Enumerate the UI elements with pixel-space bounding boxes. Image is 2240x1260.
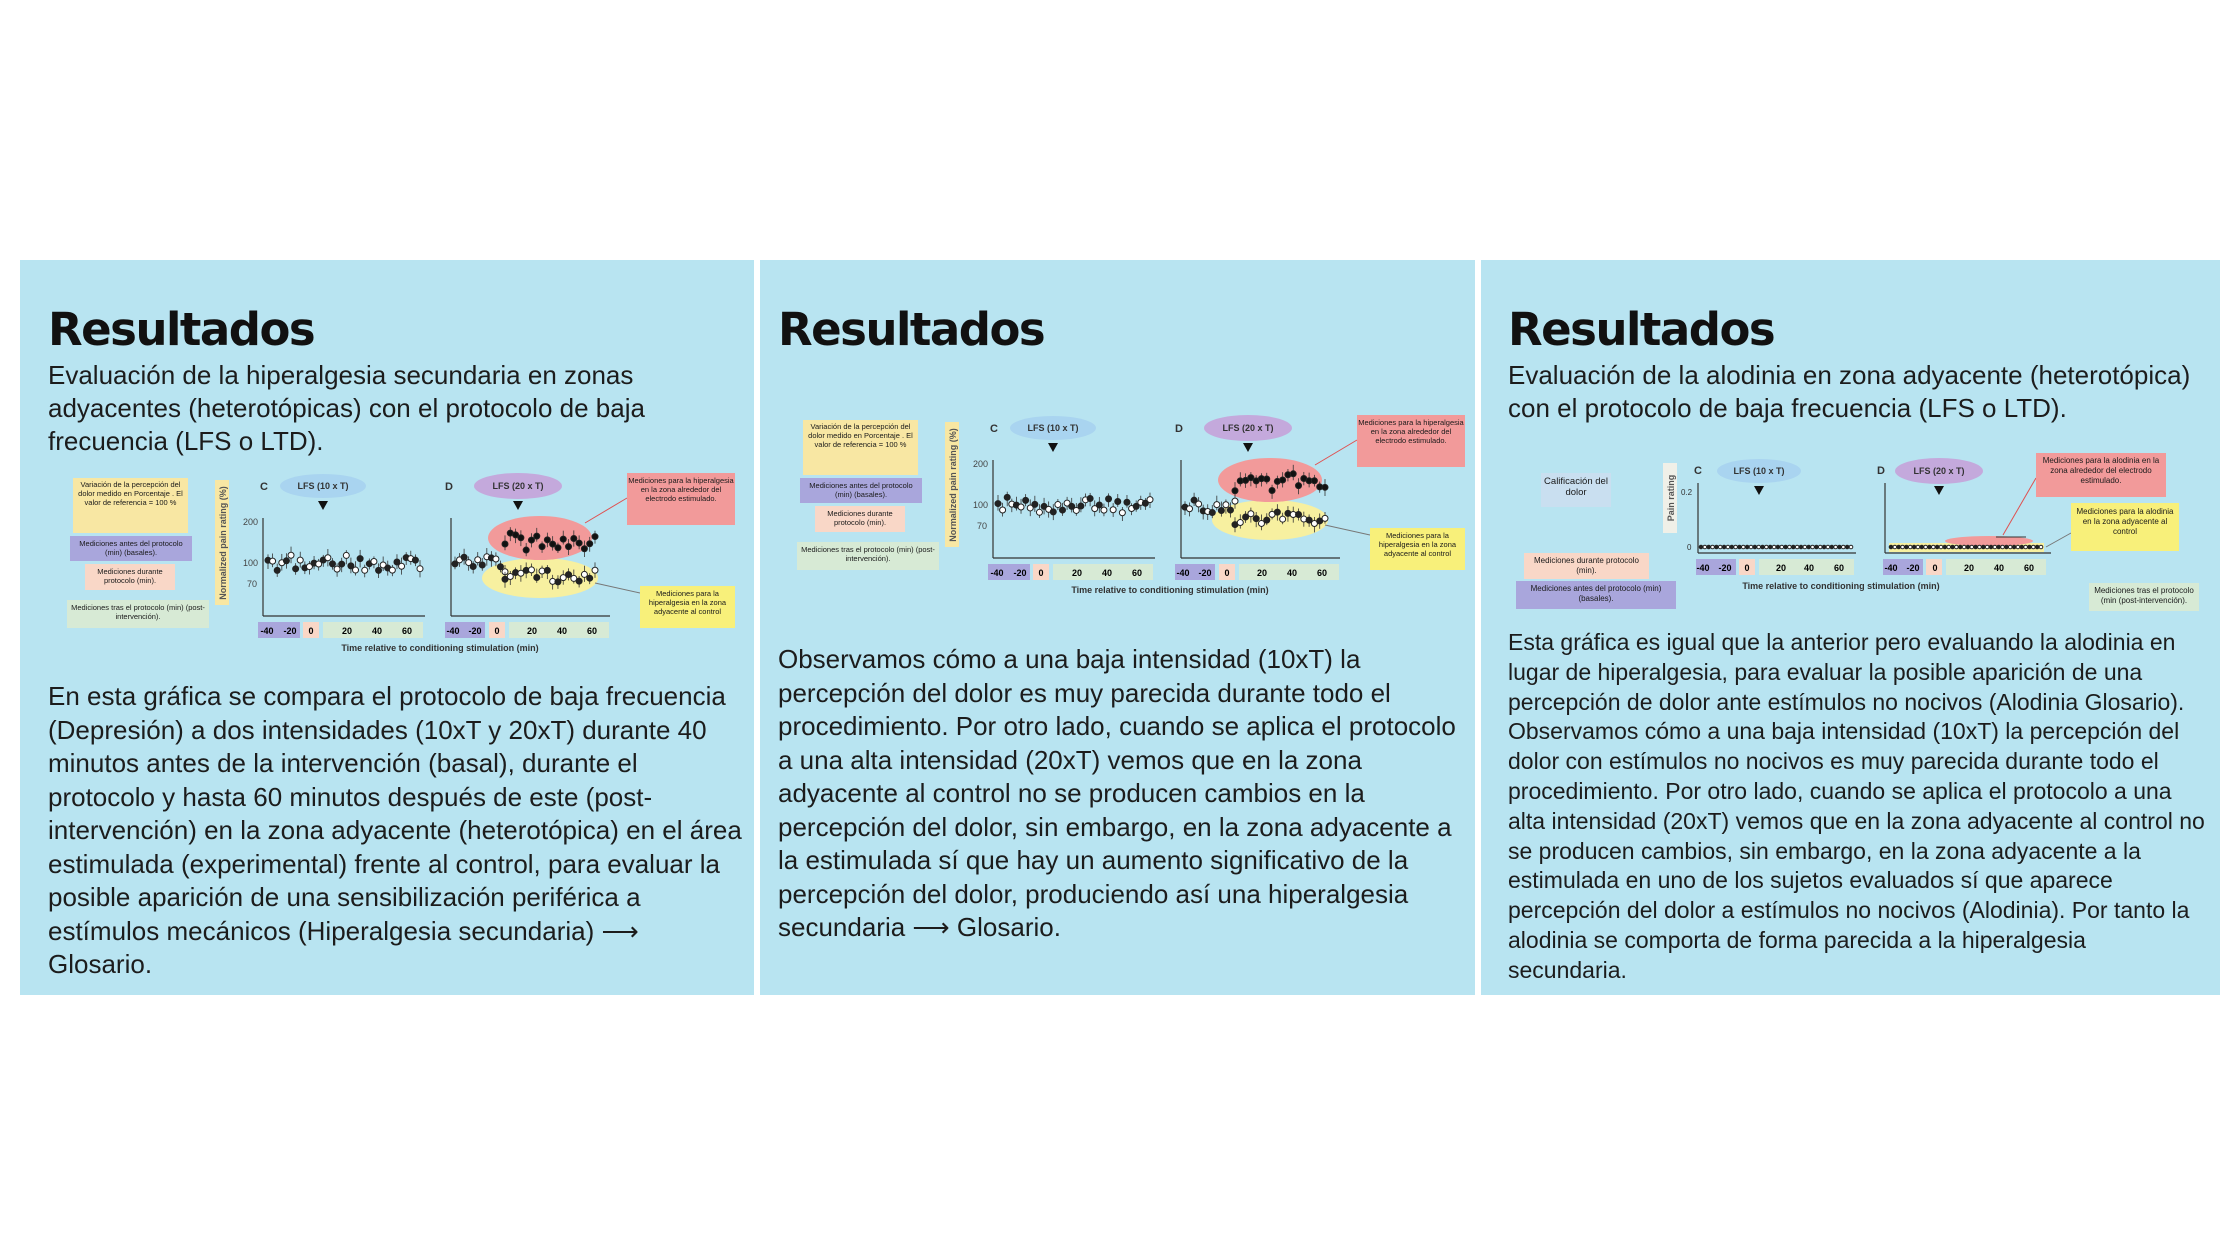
data-point: [2024, 545, 2028, 549]
data-point: [1905, 545, 1909, 549]
y-tick-label: 100: [973, 500, 989, 510]
stimulus-marker: [1048, 443, 1058, 452]
data-point: [1059, 507, 1065, 513]
data-point: [1227, 507, 1233, 513]
data-point: [1811, 545, 1815, 549]
data-point: [412, 557, 418, 563]
svg-text:-20: -20: [1198, 568, 1212, 578]
data-point: [1795, 545, 1799, 549]
data-point: [1707, 545, 1711, 549]
data-point: [1985, 545, 1989, 549]
data-point: [1939, 545, 1943, 549]
callout-control: Mediciones para la hiperalgesia en la zona adyacente al control: [648, 589, 727, 616]
data-point: [1958, 545, 1962, 549]
svg-text:-40: -40: [446, 626, 460, 636]
data-point: [1722, 545, 1726, 549]
data-point: [1749, 545, 1753, 549]
data-point: [502, 541, 508, 547]
panel-body-text: Esta gráfica es igual que la anterior pero evaluando la alodinia en lugar de hiperalgesia, para evaluar la posible aparición de una percepción de dolor ante estímulos no nocivos (Alodinia Glosario). Observamos cómo a una baja intensidad (10xT) la percepción del dolor con estímulos no nocivos es muy parecida durante todo el procedimiento. Por otro lado, cuando se aplica el protocolo a una alta intensidad (20xT) vemos que en la zona adyacente al control no se producen cambios, sin embargo, en la zona adyacente a la estimulada en uno de los sujetos evaluados sí que aparece percepción del dolor a estímulos no nocivos (Alodinia). Por tanto la alodinia se comporta de forma parecida a la hiperalgesia secundaria.: [1508, 629, 2205, 983]
legend-basal: Mediciones antes del protocolo (min) (basales).: [809, 481, 913, 499]
data-point: [2001, 545, 2005, 549]
data-point: [528, 567, 534, 573]
svg-text:40: 40: [1101, 568, 1113, 578]
svg-text:60: 60: [1316, 568, 1328, 578]
pain-rating-figure: [65, 468, 745, 653]
x-axis-label: Time relative to conditioning stimulation (min): [1071, 585, 1269, 595]
data-point: [1912, 545, 1916, 549]
legend-reference: Variación de la percepción del dolor medido en Porcentaje . El valor de referencia = 100 %: [808, 422, 913, 449]
data-point: [1757, 545, 1761, 549]
data-point: [470, 564, 476, 570]
y-tick-label: 200: [243, 517, 259, 527]
data-point: [1784, 545, 1788, 549]
data-point: [1711, 545, 1715, 549]
y-axis-label: Pain rating: [1666, 474, 1676, 522]
data-point: [334, 566, 340, 572]
data-point: [1264, 476, 1270, 482]
data-point: [544, 537, 550, 543]
data-point: [1115, 499, 1121, 505]
data-point: [1738, 545, 1742, 549]
data-point: [343, 552, 349, 558]
data-point: [581, 571, 587, 577]
data-point: [518, 535, 524, 541]
callout-stimulated: Mediciones para la hiperalgesia en la zona alrededor del electrodo estimulado.: [628, 476, 734, 503]
stimulus-marker: [1754, 486, 1764, 495]
panel-title: Resultados: [48, 303, 315, 356]
panel-c-label: C: [260, 481, 268, 493]
data-point: [1322, 515, 1328, 521]
lfs-c-label: LFS (10 x T): [297, 481, 349, 491]
panel-body-text: En esta gráfica se compara el protocolo de baja frecuencia (Depresión) a dos intensidades (10xT y 20xT) durante 40 minutos antes de la intervención (basal), durante el protocolo y hasta 60 minutos después de este (post-intervención) en la zona adyacente (heterotópica) en el área estimulada (experimental) frente al control, para evaluar la posible aparición de una sensibilización periférica a estímulos mecánicos (Hiperalgesia secundaria) ⟶ Glosario.: [48, 681, 742, 979]
data-point: [2020, 545, 2024, 549]
data-point: [1897, 545, 1901, 549]
svg-text:-40: -40: [1696, 563, 1710, 573]
legend-basal: Mediciones antes del protocolo (min) (basales).: [1530, 584, 1662, 603]
svg-text:0: 0: [1038, 568, 1044, 578]
data-point: [389, 567, 395, 573]
results-panel-hyperalgesia: [20, 260, 754, 995]
data-point: [581, 546, 587, 552]
data-point: [1822, 545, 1826, 549]
data-point: [566, 544, 572, 550]
data-point: [1232, 488, 1238, 494]
data-point: [550, 541, 556, 547]
data-point: [1703, 545, 1707, 549]
data-point: [1978, 545, 1982, 549]
data-point: [1908, 545, 1912, 549]
data-point: [1838, 545, 1842, 549]
data-point: [1311, 478, 1317, 484]
data-point: [1920, 545, 1924, 549]
data-point: [1826, 545, 1830, 549]
panel-subtitle: Evaluación de la alodinia en zona adyacente (heterotópica) con el protocolo de baja frecuencia (LFS o LTD).: [1508, 360, 2191, 423]
data-point: [2039, 545, 2043, 549]
data-point: [1296, 483, 1302, 489]
data-point: [1834, 545, 1838, 549]
data-point: [2008, 545, 2012, 549]
svg-text:40: 40: [371, 626, 383, 636]
data-point: [1776, 545, 1780, 549]
y-tick-label: 0: [1687, 543, 1692, 552]
series-c: [265, 547, 423, 578]
data-point: [555, 545, 561, 551]
y-tick-label: 70: [247, 579, 258, 589]
data-point: [1893, 545, 1897, 549]
data-point: [1901, 545, 1905, 549]
data-point: [1715, 545, 1719, 549]
stimulus-marker: [318, 501, 328, 510]
results-panel-allodynia: [1481, 260, 2220, 995]
svg-text:20: 20: [1256, 568, 1268, 578]
data-point: [1989, 545, 1993, 549]
data-point: [399, 563, 405, 569]
data-point: [1780, 545, 1784, 549]
data-point: [1196, 501, 1202, 507]
svg-text:-40: -40: [1176, 568, 1190, 578]
data-point: [1845, 545, 1849, 549]
data-point: [592, 567, 598, 573]
callout-control: Mediciones para la alodinia en la zona adyacente al control: [2076, 507, 2174, 536]
data-point: [1023, 497, 1029, 503]
svg-text:60: 60: [1131, 568, 1143, 578]
data-point: [493, 556, 499, 562]
data-point: [1947, 545, 1951, 549]
panel-subtitle: Evaluación de la hiperalgesia secundaria en zonas adyacentes (heterotópicas) con el protocolo de baja frecuencia (LFS o LTD).: [48, 360, 645, 456]
data-point: [2012, 545, 2016, 549]
y-tick-label: 0.2: [1681, 488, 1693, 497]
data-point: [1792, 545, 1796, 549]
panel-d-label: D: [445, 481, 453, 493]
stimulus-marker: [513, 501, 523, 510]
svg-text:-20: -20: [1906, 563, 1920, 573]
data-point: [2035, 545, 2039, 549]
data-point: [1807, 545, 1811, 549]
pain-rating-figure: [1511, 453, 2211, 613]
y-tick-label: 100: [243, 558, 259, 568]
data-point: [1232, 498, 1238, 504]
svg-text:20: 20: [526, 626, 538, 636]
data-point: [329, 561, 335, 567]
legend-post: Mediciones tras el protocolo (min) (post-intervención).: [801, 545, 935, 563]
data-point: [555, 579, 561, 585]
data-point: [1962, 545, 1966, 549]
data-point: [1087, 495, 1093, 501]
data-point: [1935, 545, 1939, 549]
data-point: [297, 557, 303, 563]
data-point: [1955, 545, 1959, 549]
data-point: [544, 567, 550, 573]
data-point: [1223, 502, 1229, 508]
legend-reference: Variación de la percepción del dolor medido en Porcentaje . El valor de referencia = 100 %: [78, 480, 183, 507]
data-point: [1187, 506, 1193, 512]
data-point: [1124, 499, 1130, 505]
svg-text:20: 20: [1071, 568, 1083, 578]
data-point: [357, 556, 363, 562]
data-point: [1966, 545, 1970, 549]
svg-text:60: 60: [2023, 563, 2035, 573]
legend-post: Mediciones tras el protocolo (min) (post-intervención).: [71, 603, 205, 621]
panel-d-label: D: [1175, 423, 1183, 435]
data-point: [1772, 545, 1776, 549]
data-point: [1000, 507, 1006, 513]
series-c: [995, 492, 1153, 521]
svg-text:-40: -40: [1884, 563, 1898, 573]
data-point: [576, 540, 582, 546]
data-point: [587, 575, 593, 581]
data-point: [534, 574, 540, 580]
data-point: [1997, 545, 2001, 549]
data-point: [1815, 545, 1819, 549]
data-point: [274, 567, 280, 573]
data-point: [1799, 545, 1803, 549]
series-d: [1889, 545, 2043, 549]
data-point: [2005, 545, 2009, 549]
legend-post: Mediciones tras el protocolo (min (post-intervención).: [2094, 586, 2194, 605]
stimulus-marker: [1934, 486, 1944, 495]
svg-text:-20: -20: [468, 626, 482, 636]
lfs-c-label: LFS (10 x T): [1027, 423, 1079, 433]
data-point: [1253, 516, 1259, 522]
data-point: [592, 534, 598, 540]
data-point: [1932, 545, 1936, 549]
data-point: [1018, 504, 1024, 510]
data-point: [353, 567, 359, 573]
data-point: [523, 547, 529, 553]
svg-text:20: 20: [1775, 563, 1787, 573]
svg-text:60: 60: [401, 626, 413, 636]
svg-text:-20: -20: [283, 626, 297, 636]
data-point: [1110, 507, 1116, 513]
svg-text:60: 60: [586, 626, 598, 636]
data-point: [1718, 545, 1722, 549]
data-point: [576, 578, 582, 584]
data-point: [461, 554, 467, 560]
data-point: [1296, 511, 1302, 517]
svg-text:40: 40: [1803, 563, 1815, 573]
pain-rating-figure: [795, 410, 1475, 595]
data-point: [507, 573, 513, 579]
data-point: [1106, 496, 1112, 502]
panel-title: Resultados: [778, 303, 1045, 356]
data-point: [1101, 507, 1107, 513]
data-point: [2032, 545, 2036, 549]
data-point: [1004, 494, 1010, 500]
svg-text:-20: -20: [1718, 563, 1732, 573]
svg-text:60: 60: [1833, 563, 1845, 573]
series-c: [1699, 545, 1853, 549]
svg-text:0: 0: [494, 626, 500, 636]
data-point: [2028, 545, 2032, 549]
svg-text:20: 20: [341, 626, 353, 636]
svg-text:0: 0: [1744, 563, 1750, 573]
data-point: [1290, 471, 1296, 477]
data-point: [1280, 516, 1286, 522]
svg-text:0: 0: [308, 626, 314, 636]
svg-text:20: 20: [1963, 563, 1975, 573]
svg-text:40: 40: [1993, 563, 2005, 573]
legend-during: Mediciones durante protocolo (min).: [827, 509, 893, 527]
data-point: [1830, 545, 1834, 549]
data-point: [371, 559, 377, 565]
data-point: [1078, 503, 1084, 509]
data-point: [1982, 545, 1986, 549]
data-point: [1237, 520, 1243, 526]
data-point: [1745, 545, 1749, 549]
data-point: [1924, 545, 1928, 549]
data-point: [1730, 545, 1734, 549]
data-point: [539, 544, 545, 550]
data-point: [1974, 545, 1978, 549]
svg-text:0: 0: [1224, 568, 1230, 578]
lfs-d-label: LFS (20 x T): [1913, 466, 1965, 476]
callout-stimulated: Mediciones para la alodinia en la zona alrededor del electrodo estimulado.: [2042, 456, 2160, 485]
data-point: [1753, 545, 1757, 549]
data-point: [339, 561, 345, 567]
data-point: [1322, 484, 1328, 490]
data-point: [1818, 545, 1822, 549]
data-point: [1803, 545, 1807, 549]
x-axis-label: Time relative to conditioning stimulation (min): [1742, 581, 1940, 591]
data-point: [1849, 545, 1853, 549]
data-point: [1734, 545, 1738, 549]
callout-control: Mediciones para la hiperalgesia en la zona adyacente al control: [1378, 531, 1457, 558]
results-panel-observations: [760, 260, 1475, 995]
data-point: [417, 566, 423, 572]
data-point: [1742, 545, 1746, 549]
svg-text:40: 40: [1286, 568, 1298, 578]
data-point: [1761, 545, 1765, 549]
data-point: [288, 552, 294, 558]
data-point: [1269, 488, 1275, 494]
data-point: [325, 555, 331, 561]
data-point: [528, 537, 534, 543]
data-point: [1788, 545, 1792, 549]
callout-stimulated: Mediciones para la hiperalgesia en la zona alrededor del electrodo estimulado.: [1358, 418, 1464, 445]
y-axis-label: Normalized pain rating (%): [948, 428, 958, 542]
lfs-d-label: LFS (20 x T): [1222, 423, 1274, 433]
data-point: [1726, 545, 1730, 549]
data-point: [1218, 507, 1224, 513]
data-point: [283, 558, 289, 564]
panel-title: Resultados: [1508, 303, 1775, 356]
y-tick-label: 200: [973, 459, 989, 469]
data-point: [1993, 545, 1997, 549]
data-point: [479, 562, 485, 568]
data-point: [566, 572, 572, 578]
data-point: [1147, 497, 1153, 503]
panel-c-label: C: [1694, 465, 1702, 477]
data-point: [475, 557, 481, 563]
lfs-d-label: LFS (20 x T): [492, 481, 544, 491]
y-axis-label: Normalized pain rating (%): [218, 486, 228, 600]
svg-text:-20: -20: [1013, 568, 1027, 578]
data-point: [1280, 477, 1286, 483]
lfs-c-label: LFS (10 x T): [1733, 466, 1785, 476]
data-point: [1916, 545, 1920, 549]
data-point: [1699, 545, 1703, 549]
legend-basal: Mediciones antes del protocolo (min) (basales).: [79, 539, 183, 557]
data-point: [1264, 517, 1270, 523]
data-point: [560, 536, 566, 542]
panel-c-label: C: [990, 423, 998, 435]
data-point: [1032, 501, 1038, 507]
data-point: [995, 501, 1001, 507]
data-point: [293, 566, 299, 572]
data-point: [1248, 511, 1254, 517]
y-tick-label: 70: [977, 521, 988, 531]
data-point: [534, 533, 540, 539]
legend-during: Mediciones durante protocolo (min).: [1534, 556, 1639, 575]
data-point: [270, 558, 276, 564]
data-point: [1970, 545, 1974, 549]
x-axis-label: Time relative to conditioning stimulation (min): [341, 643, 539, 653]
legend-during: Mediciones durante protocolo (min).: [97, 567, 163, 585]
data-point: [1209, 510, 1215, 516]
data-point: [587, 541, 593, 547]
svg-text:40: 40: [556, 626, 568, 636]
data-point: [1768, 545, 1772, 549]
data-point: [1119, 510, 1125, 516]
data-point: [362, 567, 368, 573]
stimulus-marker: [1243, 443, 1253, 452]
legend-reference: Calificación del dolor: [1544, 476, 1608, 498]
data-point: [1055, 502, 1061, 508]
data-point: [1889, 545, 1893, 549]
data-point: [1943, 545, 1947, 549]
data-point: [1951, 545, 1955, 549]
data-point: [497, 564, 503, 570]
svg-text:-40: -40: [990, 568, 1004, 578]
panel-d-label: D: [1877, 465, 1885, 477]
data-point: [1274, 509, 1280, 515]
svg-text:-40: -40: [260, 626, 274, 636]
data-point: [2016, 545, 2020, 549]
data-point: [1842, 545, 1846, 549]
panel-body-text: Observamos cómo a una baja intensidad (10xT) la percepción del dolor es muy parecida durante todo el procedimiento. Por otro lado, cuando se aplica el protocolo a una alta intensidad (20xT) vemos que en la zona adyacente al control no se producen cambios en la percepción del dolor, sin embargo, en la zona adyacente a la estimulada sí que hay un aumento significativo de la percepción del dolor, produciendo así una hiperalgesia secundaria ⟶ Glosario.: [778, 644, 1456, 942]
data-point: [1050, 509, 1056, 515]
svg-text:0: 0: [1932, 563, 1938, 573]
data-point: [1214, 502, 1220, 508]
data-point: [571, 535, 577, 541]
data-point: [376, 567, 382, 573]
data-point: [1036, 509, 1042, 515]
data-point: [1765, 545, 1769, 549]
data-point: [1928, 545, 1932, 549]
data-point: [1096, 502, 1102, 508]
